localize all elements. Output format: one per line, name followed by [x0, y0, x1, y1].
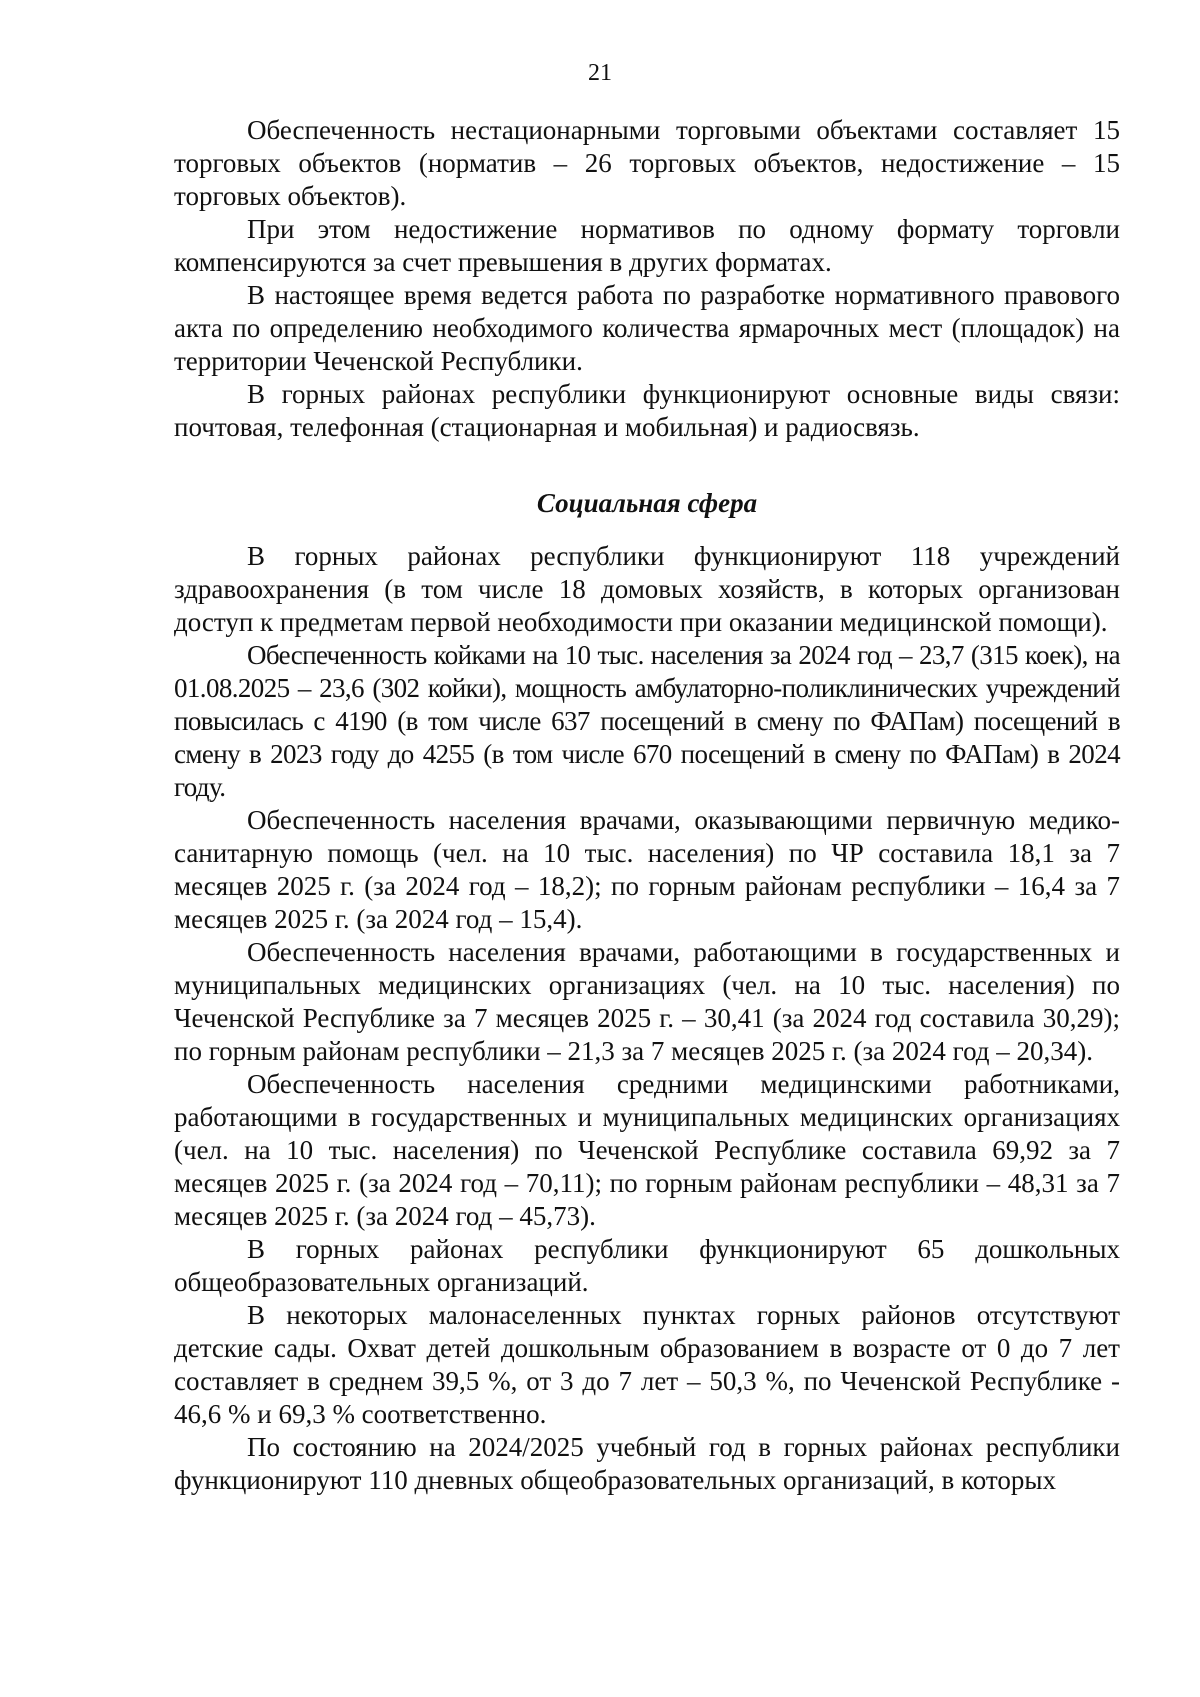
- paragraph: Обеспеченность койками на 10 тыс. населения за 2024 год – 23,7 (315 коек), на 01.08.2025 – 23,6 (302 койки), мощность амбулаторно-поликлинических учреждений повысилась с 4190 (в том числе 637 посещений в смену по ФАПам) посещений в смену в 2023 году до 4255 (в том числе 670 посещений в смену по ФАПам) в 2024 году.: [174, 640, 1120, 802]
- document-body: [174, 114, 1120, 1497]
- paragraph: По состоянию на 2024/2025 учебный год в горных районах республики функционируют 110 дневных общеобразовательных организаций, в которых: [174, 1432, 1120, 1495]
- paragraph: При этом недостижение нормативов по одному формату торговли компенсируются за счет превышения в других форматах.: [174, 214, 1120, 277]
- page-number: 21: [588, 60, 612, 86]
- paragraph: В настоящее время ведется работа по разработке нормативного правового акта по определению необходимого количества ярмарочных мест (площадок) на территории Чеченской Республики.: [174, 280, 1120, 376]
- paragraph: В некоторых малонаселенных пунктах горных районов отсутствуют детские сады. Охват детей дошкольным образованием в возрасте от 0 до 7 лет составляет в среднем 39,5 %, от 3 до 7 лет – 50,3 %, по Чеченской Республике - 46,6 % и 69,3 % соответственно.: [174, 1300, 1120, 1429]
- paragraph: Обеспеченность нестационарными торговыми объектами составляет 15 торговых объектов (норматив – 26 торговых объектов, недостижение – 15 торговых объектов).: [174, 115, 1120, 211]
- paragraph: В горных районах республики функционируют 118 учреждений здравоохранения (в том числе 18 домовых хозяйств, в которых организован доступ к предметам первой необходимости при оказании медицинской помощи).: [174, 541, 1120, 637]
- section-title: Социальная сфера: [536, 488, 758, 518]
- paragraph: В горных районах республики функционируют основные виды связи: почтовая, телефонная (стационарная и мобильная) и радиосвязь.: [174, 379, 1120, 442]
- paragraph: Обеспеченность населения врачами, работающими в государственных и муниципальных медицинских организациях (чел. на 10 тыс. населения) по Чеченской Республике за 7 месяцев 2025 г. – 30,41 (за 2024 год составила 30,29); по горным районам республики – 21,3 за 7 месяцев 2025 г. (за 2024 год – 20,34).: [174, 937, 1120, 1066]
- paragraph: Обеспеченность населения средними медицинскими работниками, работающими в государственных и муниципальных медицинских организациях (чел. на 10 тыс. населения) по Чеченской Республике составила 69,92 за 7 месяцев 2025 г. (за 2024 год – 70,11); по горным районам республики – 48,31 за 7 месяцев 2025 г. (за 2024 год – 45,73).: [174, 1069, 1120, 1231]
- paragraph: В горных районах республики функционируют 65 дошкольных общеобразовательных организаций.: [174, 1234, 1120, 1297]
- paragraph: Обеспеченность населения врачами, оказывающими первичную медико-санитарную помощь (чел. на 10 тыс. населения) по ЧР составила 18,1 за 7 месяцев 2025 г. (за 2024 год – 18,2); по горным районам республики – 16,4 за 7 месяцев 2025 г. (за 2024 год – 15,4).: [174, 805, 1120, 934]
